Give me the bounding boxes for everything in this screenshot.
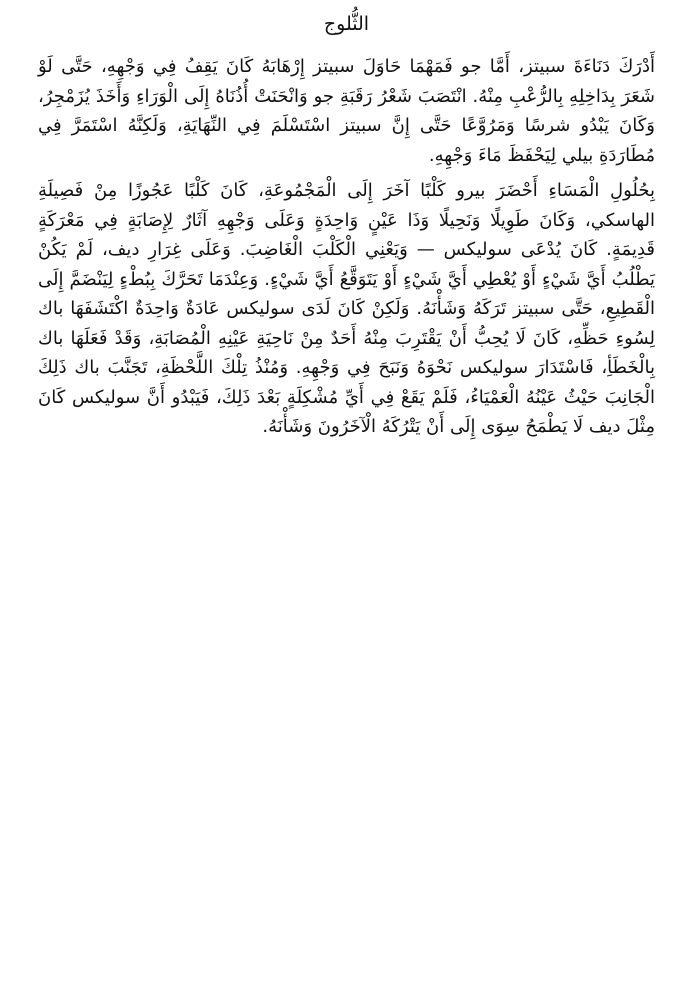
paragraph-1: أَدْرَكَ دَنَاءَةَ سبيتز، أَمَّا جو فَمَهْمَا حَاوَلَ سبيتز إِرْهَابَهُ كَانَ يَقِفُ فِي وَجْهِهِ، حَتَّى لَوْ شَعَرَ بِدَاخِلِهِ بِالرُّعْبِ مِنْهُ. انْتَصَبَ شَعْرُ رَقَبَةِ جو وَانْحَنَتْ أُذُنَاهُ إِلَى الْوَرَاءِ وَأَخَذَ يُزَمْجِرُ، وَكَانَ يَبْدُو شرسًا وَمَرُوَّعًا حَتَّى إِنَّ سبيتز اسْتَسْلَمَ فِي النِّهَايَةِ، وَلَكِنَّهُ اسْتَمَرَّ فِي مُطَارَدَةِ بيلي لِيَحْفَظَ مَاءَ وَجْهِهِ. <box>38 56 655 166</box>
paragraph-2: بِحُلُولِ الْمَسَاءِ أَحْضَرَ بيرو كَلْبًا آخَرَ إِلَى الْمَجْمُوعَةِ، كَانَ كَلْبًا عَجُوزًا مِنْ فَصِيلَةِ الهاسكي، وَكَانَ طَوِيلًا وَنَحِيلًا وَذَا عَيْنٍ وَاحِدَةٍ وَعَلَى وَجْهِهِ آثَارٌ لِإِصَابَةٍ فِي مَعْرَكَةٍ قَدِيمَةٍ. كَانَ يُدْعَى سوليكس — وَيَعْنِي الْكَلْبَ الْغَاضِبَ. وَعَلَى غِرَارِ ديف، لَمْ يَكُنْ يَطْلُبُ أَيَّ شَيْءٍ أَوْ يُعْطِي أَيَّ شَيْءٍ أَوْ يَتَوَقَّعُ أَيَّ شَيْءٍ. وَعِنْدَمَا تَحَرَّكَ بِبُطْءٍ لِيَنْضَمَّ إِلَى الْقَطِيعِ، حَتَّى سبيتز تَرَكَهُ وَشَأْنَهُ. وَلَكِنْ كَانَ لَدَى سوليكس عَادَةٌ وَاحِدَةٌ اكْتَشَفَهَا باك لِسُوءِ حَظِّهِ، كَانَ لَا يُحِبُّ أَنْ يَقْتَرِبَ مِنْهُ أَحَدٌ مِنْ نَاحِيَةِ عَيْنِهِ الْمُصَابَةِ، وَقَدْ فَعَلَهَا باك بِالْخَطَأِ، فَاسْتَدَارَ سوليكس نَحْوَهُ وَنَبَحَ فِي وَجْهِهِ. وَمُنْذُ تِلْكَ اللَّحْظَةِ، تَجَنَّبَ باك ذَلِكَ الْجَانِبَ حَيْثُ عَيْنُهُ الْعَمْيَاءُ، فَلَمْ يَقَعْ فِي أَيِّ مُشْكِلَةٍ بَعْدَ ذَلِكَ، فَيَبْدُو أَنَّ سوليكس كَانَ مِثْلَ ديف لَا يَطْمَحُ سِوَى إِلَى أَنْ يَتْرُكَهُ الْآخَرُونَ وَشَأْنَهُ. <box>38 180 655 437</box>
chapter-title: الثُّلوج <box>323 13 370 35</box>
